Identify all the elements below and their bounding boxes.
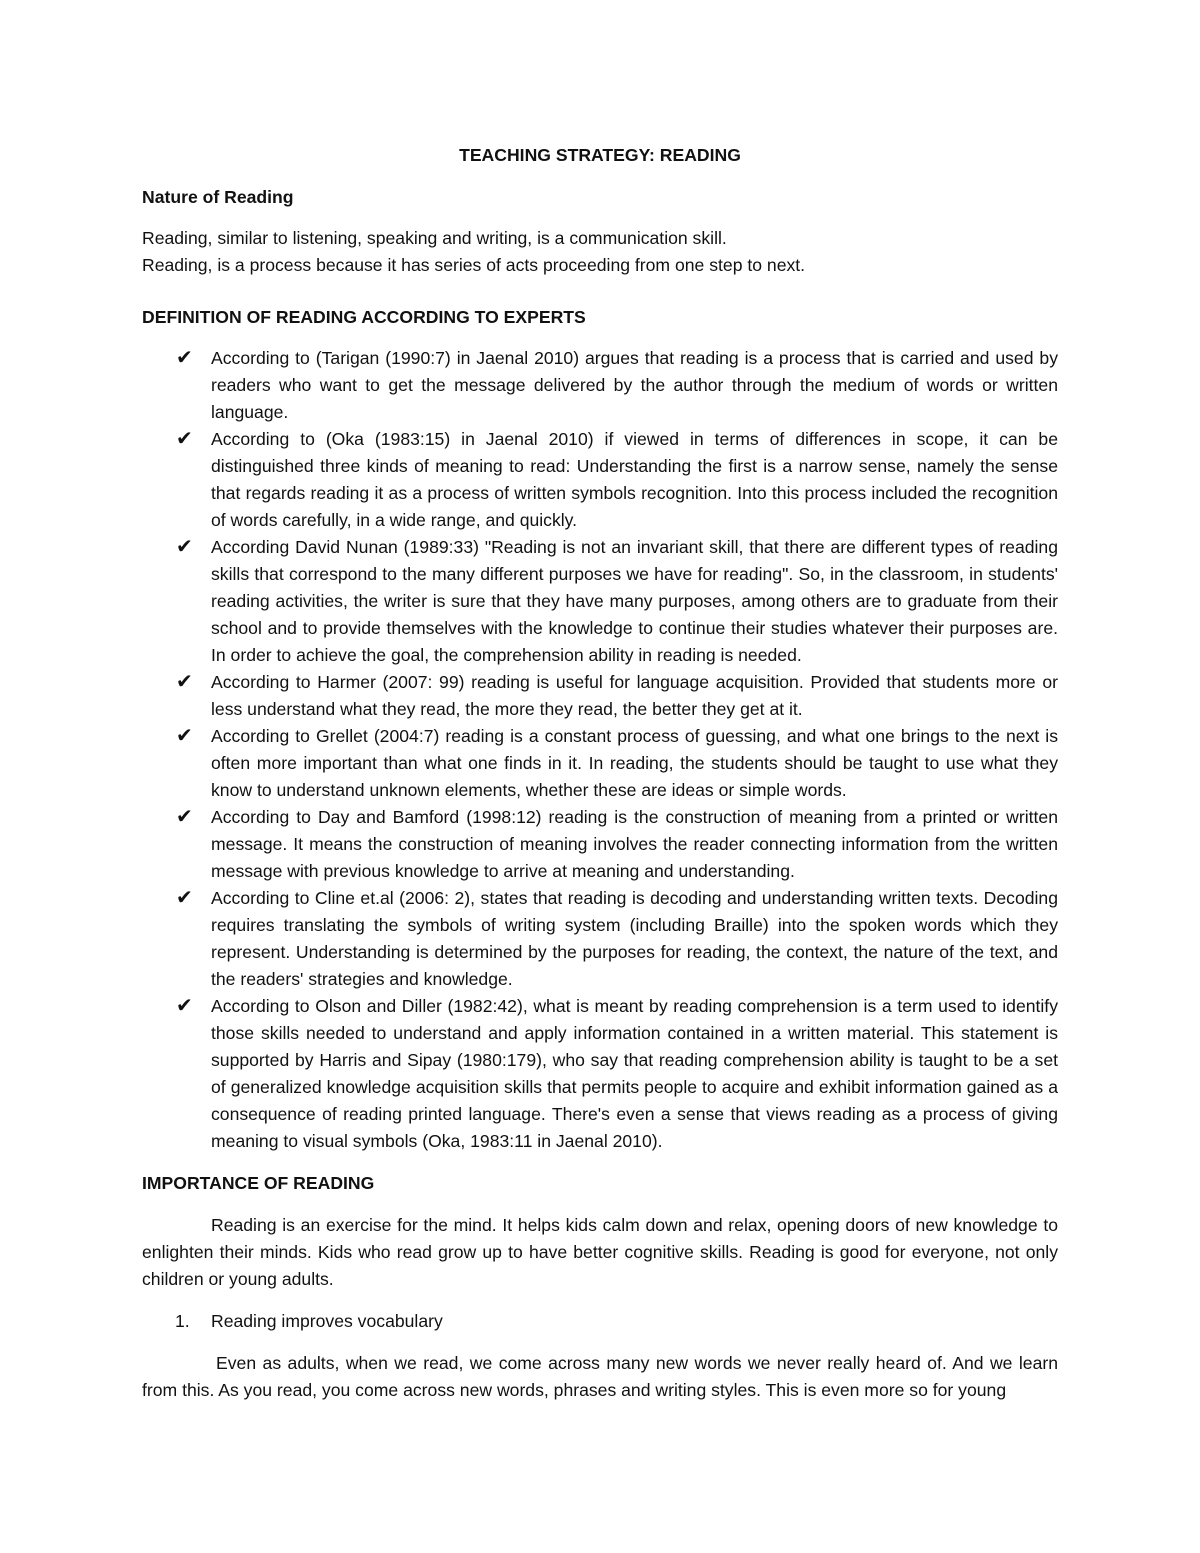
document-title: TEACHING STRATEGY: READING: [459, 145, 741, 165]
checkmark-icon: ✔: [176, 806, 193, 828]
checkmark-icon: ✔: [176, 536, 193, 558]
definition-item: [142, 993, 1058, 1155]
definition-item: [142, 426, 1058, 534]
definition-text: According to Cline et.al (2006: 2), states that reading is decoding and understanding written texts. Decoding requires translating the symbols of writing system (including Braille) into the spoken words which they represent. Understanding is determined by the purposes for reading, the context, the nature of the text, and the readers' strategies and knowledge.: [211, 888, 1058, 989]
point-number: 1.: [175, 1311, 190, 1331]
checkmark-icon: ✔: [176, 428, 193, 450]
definition-text: According to (Oka (1983:15) in Jaenal 2010) if viewed in terms of differences in scope, it can be distinguished three kinds of meaning to read: Understanding the first is a narrow sense, namely the sense that regards reading it as a process of written symbols recognition. Into this process included the recognition of words carefully, in a wide range, and quickly.: [211, 429, 1058, 530]
definition-text: According David Nunan (1989:33) "Reading is not an invariant skill, that there are different types of reading skills that correspond to the many different purposes we have for reading". So, in the classroom, in students' reading activities, the writer is sure that they have many purposes, among others are to graduate from their school and to provide themselves with the knowledge to continue their studies whatever their purposes are. In order to achieve the goal, the comprehension ability in reading is needed.: [211, 537, 1058, 665]
importance-point: [142, 1308, 1058, 1335]
definition-item: [142, 723, 1058, 804]
point-label: Reading improves vocabulary: [211, 1311, 443, 1331]
definition-item: [142, 345, 1058, 426]
definition-text: According to Day and Bamford (1998:12) reading is the construction of meaning from a printed or written message. It means the construction of meaning involves the reader connecting information from the written message with previous knowledge to arrive at meaning and understanding.: [211, 807, 1058, 881]
definitions-list: [142, 345, 1058, 1155]
definitions-heading: DEFINITION OF READING ACCORDING TO EXPERTS: [142, 307, 586, 327]
importance-points: [142, 1308, 1058, 1335]
checkmark-icon: ✔: [176, 887, 193, 909]
definition-text: According to Grellet (2004:7) reading is a constant process of guessing, and what one brings to the next is often more important than what one finds in it. In reading, the students should be taught to use what they know to understand unknown elements, whether these are ideas or simple words.: [211, 726, 1058, 800]
definition-item: [142, 534, 1058, 669]
point-1-paragraph: Even as adults, when we read, we come across many new words we never really heard of. And we learn from this. As you read, you come across new words, phrases and writing styles. This is even more so for young: [142, 1353, 1058, 1400]
definition-item: [142, 885, 1058, 993]
nature-line: Reading, similar to listening, speaking and writing, is a communication skill.: [142, 228, 727, 248]
checkmark-icon: ✔: [176, 995, 193, 1017]
definition-item: [142, 804, 1058, 885]
definition-text: According to (Tarigan (1990:7) in Jaenal 2010) argues that reading is a process that is carried and used by readers who want to get the message delivered by the author through the medium of words or written language.: [211, 348, 1058, 422]
importance-intro: Reading is an exercise for the mind. It helps kids calm down and relax, opening doors of new knowledge to enlighten their minds. Kids who read grow up to have better cognitive skills. Reading is good for everyone, not only children or young adults.: [142, 1215, 1058, 1289]
nature-text: [142, 225, 1058, 279]
checkmark-icon: ✔: [176, 347, 193, 369]
nature-line: Reading, is a process because it has series of acts proceeding from one step to next.: [142, 255, 806, 275]
importance-heading: IMPORTANCE OF READING: [142, 1173, 375, 1193]
definition-item: [142, 669, 1058, 723]
nature-heading: Nature of Reading: [142, 187, 294, 207]
checkmark-icon: ✔: [176, 725, 193, 747]
checkmark-icon: ✔: [176, 671, 193, 693]
definition-text: According to Olson and Diller (1982:42), what is meant by reading comprehension is a term used to identify those skills needed to understand and apply information contained in a written material. This statement is supported by Harris and Sipay (1980:179), who say that reading comprehension ability is taught to be a set of generalized knowledge acquisition skills that permits people to acquire and exhibit information gained as a consequence of reading printed language. There's even a sense that views reading as a process of giving meaning to visual symbols (Oka, 1983:11 in Jaenal 2010).: [211, 996, 1058, 1151]
definition-text: According to Harmer (2007: 99) reading is useful for language acquisition. Provided that students more or less understand what they read, the more they read, the better they get at it.: [211, 672, 1058, 719]
